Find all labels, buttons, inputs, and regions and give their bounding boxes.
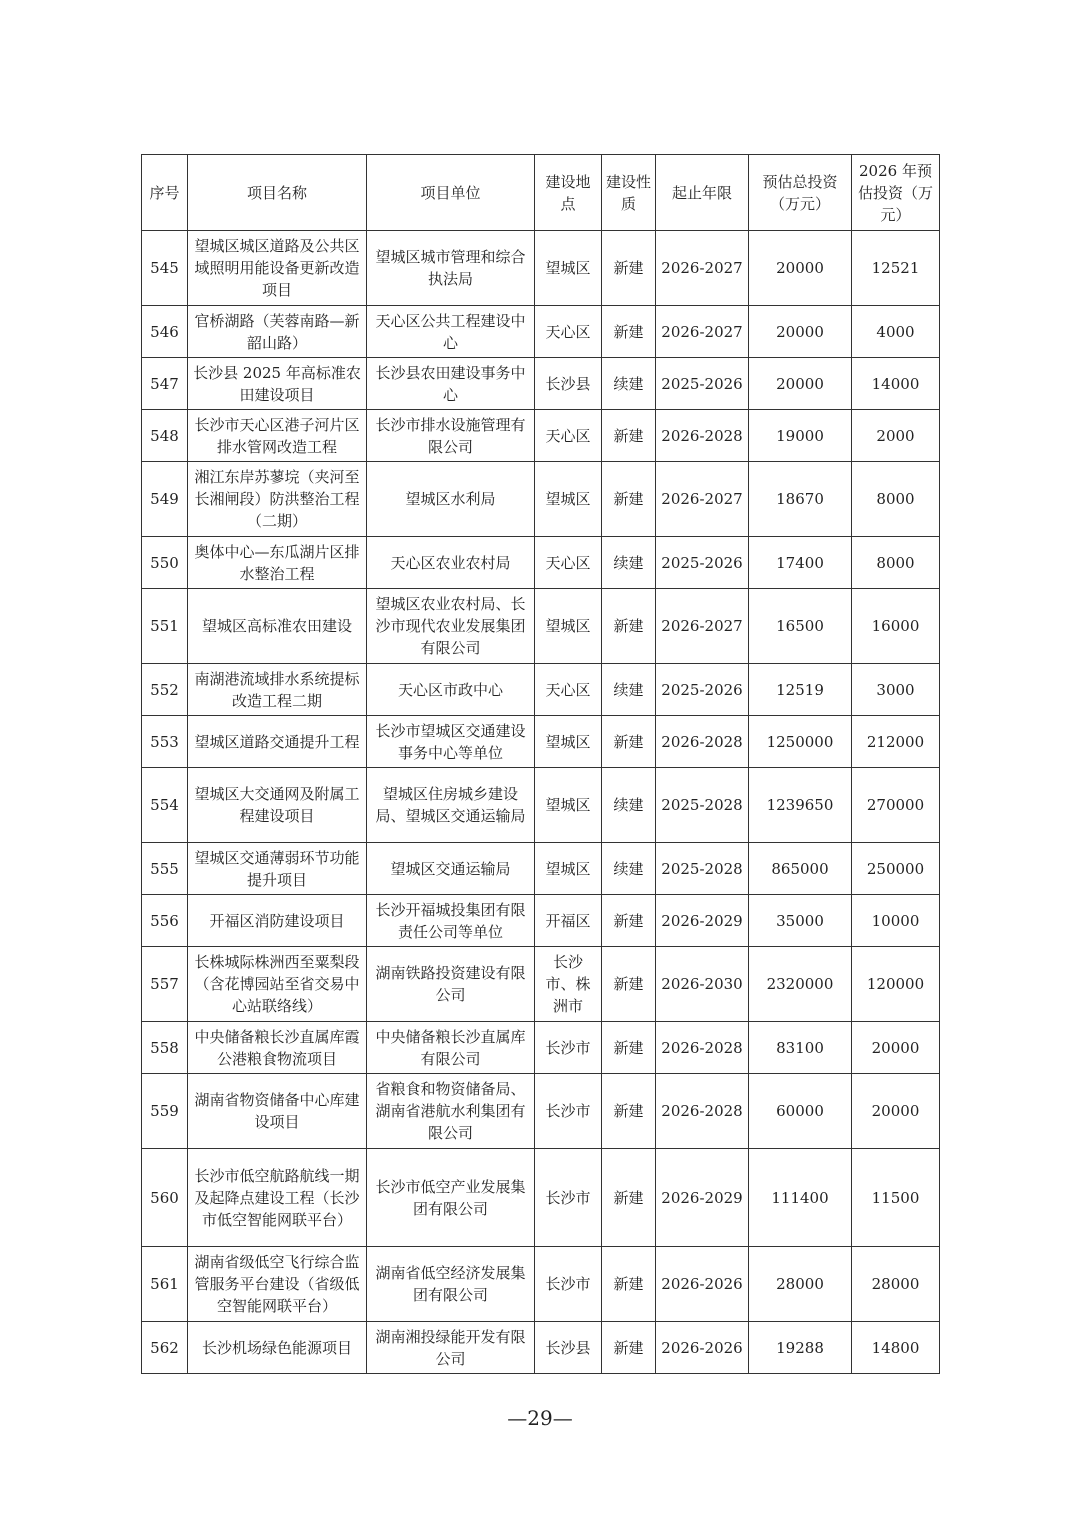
- cell-name: 长沙县 2025 年高标准农田建设项目: [188, 358, 367, 410]
- cell-name: 长沙机场绿色能源项目: [188, 1322, 367, 1374]
- cell-total: 19288: [749, 1322, 852, 1374]
- cell-total: 12519: [749, 664, 852, 716]
- cell-nature: 新建: [602, 895, 656, 947]
- cell-index: 553: [142, 716, 188, 768]
- table-row: [142, 1322, 940, 1374]
- cell-period: 2025-2028: [656, 768, 749, 843]
- cell-total: 111400: [749, 1149, 852, 1247]
- cell-period: 2026-2027: [656, 589, 749, 664]
- cell-period: 2026-2027: [656, 306, 749, 358]
- project-table: [141, 154, 940, 1374]
- header-location: 建设地点: [535, 155, 602, 231]
- cell-2026: 120000: [852, 947, 940, 1022]
- table-row: [142, 664, 940, 716]
- table-row: [142, 768, 940, 843]
- cell-name: 奥体中心—东瓜湖片区排水整治工程: [188, 537, 367, 589]
- cell-2026: 10000: [852, 895, 940, 947]
- cell-total: 19000: [749, 410, 852, 462]
- cell-location: 长沙市: [535, 1149, 602, 1247]
- cell-nature: 续建: [602, 768, 656, 843]
- cell-2026: 28000: [852, 1247, 940, 1322]
- table-row: [142, 231, 940, 306]
- table-row: [142, 843, 940, 895]
- cell-name: 南湖港流域排水系统提标改造工程二期: [188, 664, 367, 716]
- cell-nature: 新建: [602, 410, 656, 462]
- cell-period: 2026-2028: [656, 410, 749, 462]
- cell-location: 长沙市、株洲市: [535, 947, 602, 1022]
- cell-location: 望城区: [535, 768, 602, 843]
- cell-period: 2026-2028: [656, 1074, 749, 1149]
- cell-nature: 新建: [602, 716, 656, 768]
- table-header-row: [142, 155, 940, 231]
- cell-index: 555: [142, 843, 188, 895]
- cell-location: 天心区: [535, 664, 602, 716]
- cell-period: 2026-2026: [656, 1247, 749, 1322]
- cell-index: 549: [142, 462, 188, 537]
- cell-unit: 望城区水利局: [367, 462, 535, 537]
- table-row: [142, 589, 940, 664]
- cell-nature: 新建: [602, 589, 656, 664]
- table-row: [142, 716, 940, 768]
- cell-2026: 8000: [852, 462, 940, 537]
- cell-period: 2026-2029: [656, 1149, 749, 1247]
- cell-unit: 省粮食和物资储备局、湖南省港航水利集团有限公司: [367, 1074, 535, 1149]
- cell-index: 547: [142, 358, 188, 410]
- cell-unit: 望城区农业农村局、长沙市现代农业发展集团有限公司: [367, 589, 535, 664]
- cell-location: 望城区: [535, 589, 602, 664]
- cell-index: 560: [142, 1149, 188, 1247]
- cell-2026: 14000: [852, 358, 940, 410]
- cell-total: 16500: [749, 589, 852, 664]
- header-nature: 建设性质: [602, 155, 656, 231]
- cell-period: 2025-2026: [656, 537, 749, 589]
- cell-index: 552: [142, 664, 188, 716]
- cell-total: 28000: [749, 1247, 852, 1322]
- cell-nature: 新建: [602, 1074, 656, 1149]
- cell-total: 865000: [749, 843, 852, 895]
- cell-name: 望城区城区道路及公共区域照明用能设备更新改造项目: [188, 231, 367, 306]
- cell-2026: 212000: [852, 716, 940, 768]
- cell-location: 望城区: [535, 716, 602, 768]
- cell-2026: 3000: [852, 664, 940, 716]
- cell-2026: 12521: [852, 231, 940, 306]
- cell-period: 2026-2026: [656, 1322, 749, 1374]
- cell-total: 20000: [749, 358, 852, 410]
- cell-unit: 湖南铁路投资建设有限公司: [367, 947, 535, 1022]
- cell-unit: 望城区住房城乡建设局、望城区交通运输局: [367, 768, 535, 843]
- cell-index: 561: [142, 1247, 188, 1322]
- cell-unit: 望城区城市管理和综合执法局: [367, 231, 535, 306]
- cell-name: 湘江东岸苏蓼垸（夹河至长湘闸段）防洪整治工程（二期）: [188, 462, 367, 537]
- cell-2026: 20000: [852, 1022, 940, 1074]
- cell-index: 546: [142, 306, 188, 358]
- cell-name: 望城区交通薄弱环节功能提升项目: [188, 843, 367, 895]
- cell-total: 60000: [749, 1074, 852, 1149]
- cell-index: 545: [142, 231, 188, 306]
- header-total-investment: 预估总投资（万元）: [749, 155, 852, 231]
- table-row: [142, 462, 940, 537]
- cell-2026: 16000: [852, 589, 940, 664]
- cell-period: 2026-2028: [656, 716, 749, 768]
- cell-2026: 2000: [852, 410, 940, 462]
- cell-total: 17400: [749, 537, 852, 589]
- cell-nature: 续建: [602, 843, 656, 895]
- cell-nature: 新建: [602, 1149, 656, 1247]
- cell-location: 长沙县: [535, 1322, 602, 1374]
- cell-nature: 新建: [602, 1022, 656, 1074]
- cell-name: 长沙市天心区港子河片区排水管网改造工程: [188, 410, 367, 462]
- cell-location: 望城区: [535, 462, 602, 537]
- table-row: [142, 537, 940, 589]
- table-row: [142, 358, 940, 410]
- cell-name: 望城区高标准农田建设: [188, 589, 367, 664]
- cell-unit: 天心区农业农村局: [367, 537, 535, 589]
- cell-2026: 14800: [852, 1322, 940, 1374]
- cell-nature: 新建: [602, 306, 656, 358]
- header-investment-2026: 2026 年预估投资（万元）: [852, 155, 940, 231]
- cell-total: 35000: [749, 895, 852, 947]
- cell-2026: 8000: [852, 537, 940, 589]
- cell-name: 官桥湖路（芙蓉南路—新韶山路）: [188, 306, 367, 358]
- cell-nature: 新建: [602, 947, 656, 1022]
- cell-location: 长沙市: [535, 1074, 602, 1149]
- cell-unit: 天心区市政中心: [367, 664, 535, 716]
- cell-period: 2025-2028: [656, 843, 749, 895]
- cell-name: 望城区道路交通提升工程: [188, 716, 367, 768]
- cell-total: 83100: [749, 1022, 852, 1074]
- table-row: [142, 410, 940, 462]
- cell-unit: 长沙市望城区交通建设事务中心等单位: [367, 716, 535, 768]
- cell-period: 2026-2029: [656, 895, 749, 947]
- table-row: [142, 947, 940, 1022]
- cell-nature: 新建: [602, 231, 656, 306]
- cell-total: 2320000: [749, 947, 852, 1022]
- cell-name: 长株城际株洲西至粟梨段（含花博园站至省交易中心站联络线）: [188, 947, 367, 1022]
- cell-total: 1250000: [749, 716, 852, 768]
- table-row: [142, 1022, 940, 1074]
- table-row: [142, 1149, 940, 1247]
- cell-location: 天心区: [535, 537, 602, 589]
- cell-unit: 湖南湘投绿能开发有限公司: [367, 1322, 535, 1374]
- cell-location: 望城区: [535, 231, 602, 306]
- cell-name: 长沙市低空航路航线一期及起降点建设工程（长沙市低空智能网联平台）: [188, 1149, 367, 1247]
- cell-total: 1239650: [749, 768, 852, 843]
- cell-location: 开福区: [535, 895, 602, 947]
- cell-total: 20000: [749, 306, 852, 358]
- cell-index: 559: [142, 1074, 188, 1149]
- cell-unit: 中央储备粮长沙直属库有限公司: [367, 1022, 535, 1074]
- cell-name: 湖南省级低空飞行综合监管服务平台建设（省级低空智能网联平台）: [188, 1247, 367, 1322]
- cell-unit: 长沙市低空产业发展集团有限公司: [367, 1149, 535, 1247]
- cell-nature: 新建: [602, 1247, 656, 1322]
- header-unit: 项目单位: [367, 155, 535, 231]
- header-period: 起止年限: [656, 155, 749, 231]
- cell-location: 长沙县: [535, 358, 602, 410]
- cell-name: 望城区大交通网及附属工程建设项目: [188, 768, 367, 843]
- cell-2026: 20000: [852, 1074, 940, 1149]
- cell-index: 557: [142, 947, 188, 1022]
- cell-period: 2025-2026: [656, 664, 749, 716]
- cell-nature: 新建: [602, 462, 656, 537]
- cell-period: 2026-2027: [656, 231, 749, 306]
- cell-total: 18670: [749, 462, 852, 537]
- cell-nature: 新建: [602, 1322, 656, 1374]
- cell-location: 望城区: [535, 843, 602, 895]
- cell-location: 天心区: [535, 306, 602, 358]
- cell-total: 20000: [749, 231, 852, 306]
- cell-period: 2026-2027: [656, 462, 749, 537]
- cell-period: 2026-2030: [656, 947, 749, 1022]
- table-row: [142, 306, 940, 358]
- cell-unit: 湖南省低空经济发展集团有限公司: [367, 1247, 535, 1322]
- table-row: [142, 895, 940, 947]
- cell-index: 558: [142, 1022, 188, 1074]
- cell-unit: 长沙开福城投集团有限责任公司等单位: [367, 895, 535, 947]
- cell-name: 开福区消防建设项目: [188, 895, 367, 947]
- cell-unit: 望城区交通运输局: [367, 843, 535, 895]
- cell-unit: 天心区公共工程建设中心: [367, 306, 535, 358]
- cell-index: 550: [142, 537, 188, 589]
- cell-location: 天心区: [535, 410, 602, 462]
- page-number: —29—: [507, 1406, 573, 1430]
- cell-period: 2025-2026: [656, 358, 749, 410]
- cell-nature: 续建: [602, 664, 656, 716]
- cell-index: 551: [142, 589, 188, 664]
- table-row: [142, 1247, 940, 1322]
- cell-location: 长沙市: [535, 1022, 602, 1074]
- cell-nature: 续建: [602, 358, 656, 410]
- cell-nature: 续建: [602, 537, 656, 589]
- cell-period: 2026-2028: [656, 1022, 749, 1074]
- cell-2026: 250000: [852, 843, 940, 895]
- cell-2026: 270000: [852, 768, 940, 843]
- cell-index: 548: [142, 410, 188, 462]
- cell-location: 长沙市: [535, 1247, 602, 1322]
- header-index: 序号: [142, 155, 188, 231]
- cell-name: 湖南省物资储备中心库建设项目: [188, 1074, 367, 1149]
- cell-2026: 4000: [852, 306, 940, 358]
- cell-2026: 11500: [852, 1149, 940, 1247]
- cell-index: 554: [142, 768, 188, 843]
- cell-name: 中央储备粮长沙直属库霞公港粮食物流项目: [188, 1022, 367, 1074]
- header-name: 项目名称: [188, 155, 367, 231]
- cell-unit: 长沙县农田建设事务中心: [367, 358, 535, 410]
- table-row: [142, 1074, 940, 1149]
- cell-unit: 长沙市排水设施管理有限公司: [367, 410, 535, 462]
- cell-index: 562: [142, 1322, 188, 1374]
- cell-index: 556: [142, 895, 188, 947]
